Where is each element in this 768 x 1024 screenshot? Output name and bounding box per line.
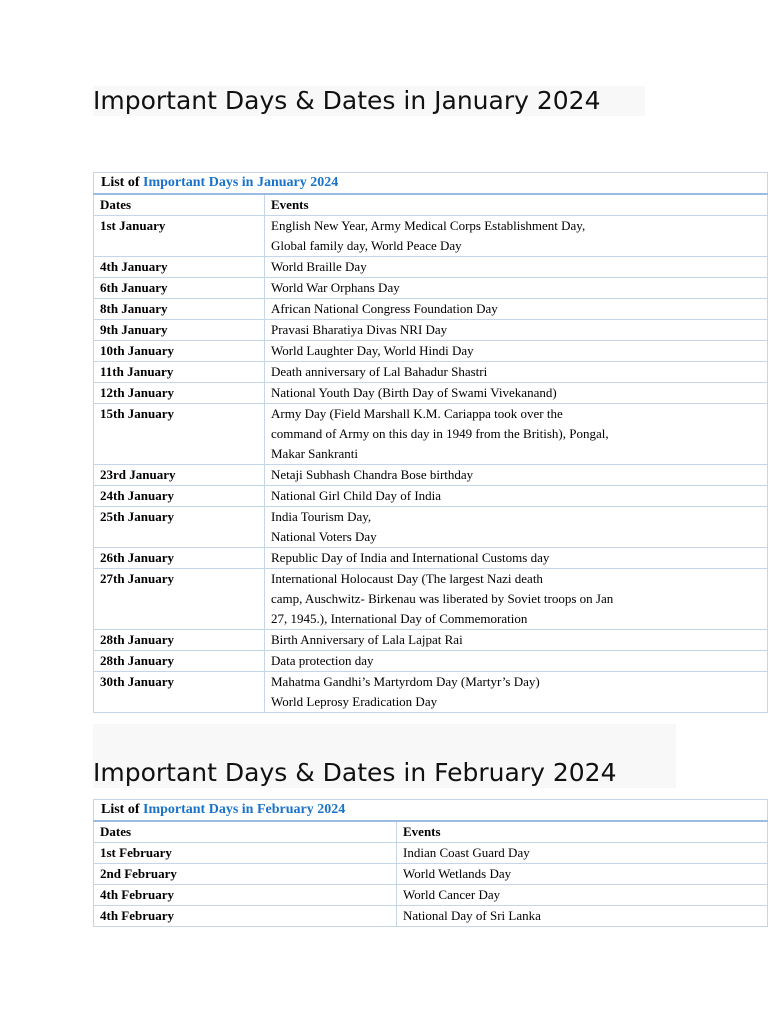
- events-cell: [265, 299, 768, 320]
- date-cell: 8th January: [94, 299, 265, 320]
- date-cell: 1st January: [94, 216, 265, 257]
- event-line: International Holocaust Day (The largest Nazi death: [271, 571, 543, 586]
- table-row: [94, 362, 768, 383]
- january-caption-row: [94, 173, 768, 195]
- events-cell: [265, 404, 768, 465]
- february-table-body: [94, 800, 768, 927]
- table-row: [94, 383, 768, 404]
- date-cell: 2nd February: [94, 864, 397, 885]
- event-line: World Leprosy Eradication Day: [271, 694, 438, 709]
- january-caption-prefix: List of: [101, 175, 143, 190]
- table-row: [94, 548, 768, 569]
- table-row: [94, 885, 768, 906]
- events-cell: [265, 569, 768, 630]
- event-line: 27, 1945.), International Day of Commemoration: [271, 611, 528, 626]
- event-line: Global family day, World Peace Day: [271, 238, 462, 253]
- table-row: [94, 278, 768, 299]
- january-caption-link[interactable]: Important Days in January 2024: [143, 175, 339, 190]
- event-line: National Youth Day (Birth Day of Swami Vivekanand): [271, 385, 557, 400]
- date-cell: 28th January: [94, 651, 265, 672]
- table-row: [94, 299, 768, 320]
- events-cell: [265, 651, 768, 672]
- events-cell: [397, 885, 768, 906]
- date-cell: 4th January: [94, 257, 265, 278]
- event-line: World Wetlands Day: [403, 866, 512, 881]
- february-caption-row: [94, 800, 768, 822]
- events-cell: [265, 320, 768, 341]
- events-cell: [265, 362, 768, 383]
- february-col-dates: Dates: [94, 821, 397, 843]
- events-cell: [265, 465, 768, 486]
- table-row: [94, 672, 768, 713]
- table-row: [94, 320, 768, 341]
- event-line: Indian Coast Guard Day: [403, 845, 530, 860]
- events-cell: [265, 216, 768, 257]
- table-row: [94, 216, 768, 257]
- event-line: India Tourism Day,: [271, 509, 372, 524]
- date-cell: 24th January: [94, 486, 265, 507]
- january-table-body: [94, 173, 768, 713]
- event-line: Republic Day of India and International Customs day: [271, 550, 550, 565]
- events-cell: [397, 906, 768, 927]
- events-cell: [265, 630, 768, 651]
- events-cell: [265, 341, 768, 362]
- february-caption-prefix: List of: [101, 802, 143, 817]
- date-cell: 30th January: [94, 672, 265, 713]
- event-line: World War Orphans Day: [271, 280, 400, 295]
- table-row: [94, 906, 768, 927]
- events-cell: [265, 278, 768, 299]
- february-caption: [94, 800, 768, 822]
- table-row: [94, 257, 768, 278]
- january-col-events: Events: [265, 194, 768, 216]
- table-row: [94, 651, 768, 672]
- date-cell: 15th January: [94, 404, 265, 465]
- date-cell: 4th February: [94, 906, 397, 927]
- event-line: Data protection day: [271, 653, 374, 668]
- events-cell: [265, 672, 768, 713]
- events-cell: [265, 257, 768, 278]
- date-cell: 23rd January: [94, 465, 265, 486]
- event-line: National Day of Sri Lanka: [403, 908, 541, 923]
- date-cell: 9th January: [94, 320, 265, 341]
- event-line: National Voters Day: [271, 529, 377, 544]
- date-cell: 25th January: [94, 507, 265, 548]
- february-col-events: Events: [397, 821, 768, 843]
- event-line: World Braille Day: [271, 259, 367, 274]
- date-cell: 10th January: [94, 341, 265, 362]
- january-table: [93, 172, 768, 713]
- table-row: [94, 864, 768, 885]
- february-caption-link[interactable]: Important Days in February 2024: [143, 802, 346, 817]
- event-line: Birth Anniversary of Lala Lajpat Rai: [271, 632, 463, 647]
- date-cell: 28th January: [94, 630, 265, 651]
- date-cell: 12th January: [94, 383, 265, 404]
- date-cell: 26th January: [94, 548, 265, 569]
- event-line: Death anniversary of Lal Bahadur Shastri: [271, 364, 488, 379]
- events-cell: [265, 507, 768, 548]
- event-line: National Girl Child Day of India: [271, 488, 442, 503]
- table-row: [94, 465, 768, 486]
- table-row: [94, 630, 768, 651]
- table-row: [94, 486, 768, 507]
- event-line: camp, Auschwitz- Birkenau was liberated by Soviet troops on Jan: [271, 591, 614, 606]
- event-line: African National Congress Foundation Day: [271, 301, 498, 316]
- table-row: [94, 569, 768, 630]
- date-cell: 6th January: [94, 278, 265, 299]
- january-heading: Important Days & Dates in January 2024: [93, 86, 645, 116]
- event-line: Makar Sankranti: [271, 446, 359, 461]
- date-cell: 4th February: [94, 885, 397, 906]
- event-line: command of Army on this day in 1949 from the British), Pongal,: [271, 426, 609, 441]
- table-row: [94, 341, 768, 362]
- table-row: [94, 507, 768, 548]
- event-line: English New Year, Army Medical Corps Establishment Day,: [271, 218, 586, 233]
- date-cell: 11th January: [94, 362, 265, 383]
- events-cell: [397, 864, 768, 885]
- event-line: Mahatma Gandhi’s Martyrdom Day (Martyr’s Day): [271, 674, 540, 689]
- table-row: [94, 843, 768, 864]
- date-cell: 1st February: [94, 843, 397, 864]
- event-line: Army Day (Field Marshall K.M. Cariappa took over the: [271, 406, 563, 421]
- january-caption: [94, 173, 768, 195]
- table-row: [94, 404, 768, 465]
- january-header-row: [94, 194, 768, 216]
- event-line: World Cancer Day: [403, 887, 501, 902]
- event-line: World Laughter Day, World Hindi Day: [271, 343, 474, 358]
- february-table: [93, 799, 768, 927]
- event-line: Netaji Subhash Chandra Bose birthday: [271, 467, 474, 482]
- events-cell: [265, 383, 768, 404]
- event-line: Pravasi Bharatiya Divas NRI Day: [271, 322, 448, 337]
- february-heading: Important Days & Dates in February 2024: [93, 758, 617, 787]
- january-col-dates: Dates: [94, 194, 265, 216]
- events-cell: [265, 548, 768, 569]
- events-cell: [397, 843, 768, 864]
- date-cell: 27th January: [94, 569, 265, 630]
- events-cell: [265, 486, 768, 507]
- february-header-row: [94, 821, 768, 843]
